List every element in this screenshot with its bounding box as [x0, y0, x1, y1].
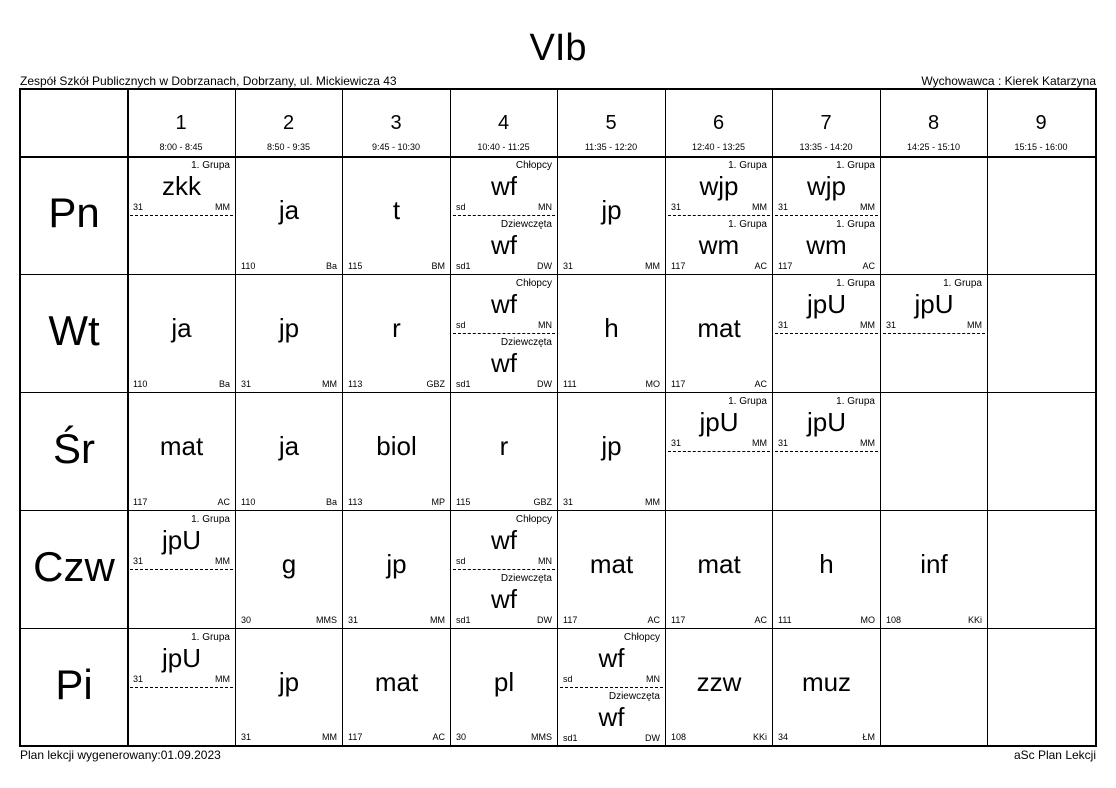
room-number: 117: [563, 615, 578, 625]
room-number: 31: [241, 732, 252, 742]
teacher-code: MM: [860, 320, 875, 330]
period-number: 3: [390, 112, 402, 134]
group-label: Chłopcy: [515, 160, 552, 171]
lesson-part: [451, 334, 557, 392]
lesson-cell: [558, 629, 665, 745]
room-number: 31: [671, 202, 682, 212]
teacher-code: MN: [538, 556, 552, 566]
teacher-code: AC: [647, 615, 660, 625]
group-label: Chłopcy: [515, 514, 552, 525]
lesson-cell: [773, 275, 880, 392]
lesson-cell: [666, 275, 772, 392]
subject-label: mat: [697, 549, 741, 579]
group-label: Dziewczęta: [608, 691, 660, 702]
lesson-cell: [451, 629, 557, 745]
teacher-code: MP: [431, 497, 445, 507]
lesson-cell: [236, 393, 342, 510]
group-label: 1. Grupa: [836, 278, 875, 289]
lesson-cell: [236, 629, 342, 745]
room-number: 31: [778, 438, 789, 448]
lesson-part: [558, 629, 665, 687]
subject-label: ja: [278, 431, 300, 461]
grid-column-line: [880, 90, 881, 745]
lesson-cell: [773, 393, 880, 510]
subject-label: wjp: [699, 171, 739, 201]
lesson-cell: [451, 511, 557, 628]
room-number: sd1: [456, 379, 471, 389]
teacher-code: MM: [322, 732, 337, 742]
subject-label: r: [392, 313, 401, 343]
period-header: [342, 90, 450, 156]
lesson-cell: [558, 511, 665, 628]
subject-label: biol: [376, 431, 417, 461]
room-number: 111: [778, 615, 792, 625]
teacher-code: GBZ: [533, 497, 552, 507]
lesson-part: [666, 157, 772, 215]
teacher-code: MO: [860, 615, 875, 625]
subject-label: jpU: [699, 407, 739, 437]
group-divider: [130, 215, 233, 216]
teacher-code: MM: [215, 202, 230, 212]
group-label: 1. Grupa: [191, 160, 230, 171]
lesson-cell: [773, 157, 880, 274]
teacher-code: GBZ: [426, 379, 445, 389]
room-number: 115: [348, 261, 363, 271]
group-divider: [775, 451, 878, 452]
subject-label: g: [281, 549, 297, 579]
room-number: 117: [671, 615, 686, 625]
lesson-cell: [881, 511, 987, 628]
lesson-cell: [666, 511, 772, 628]
room-number: sd1: [456, 261, 471, 271]
group-label: Chłopcy: [515, 278, 552, 289]
lesson-cell: [236, 511, 342, 628]
room-number: 111: [563, 379, 577, 389]
room-number: sd: [456, 320, 466, 330]
room-number: sd: [456, 556, 466, 566]
teacher-code: MM: [860, 438, 875, 448]
room-number: sd: [563, 674, 573, 684]
room-number: 34: [778, 732, 789, 742]
lesson-part: [773, 157, 880, 215]
room-number: 117: [133, 497, 148, 507]
subject-label: wf: [598, 643, 625, 673]
period-time: 13:35 - 14:20: [799, 142, 853, 152]
room-number: 117: [671, 379, 686, 389]
lesson-part: [451, 570, 557, 628]
group-divider: [130, 687, 233, 688]
period-time: 8:00 - 8:45: [159, 142, 203, 152]
lesson-part: [773, 275, 880, 333]
period-time: 12:40 - 13:25: [691, 142, 746, 152]
room-number: 110: [241, 261, 256, 271]
teacher-code: MM: [215, 556, 230, 566]
lesson-cell: [343, 393, 450, 510]
teacher-code: Ba: [325, 497, 337, 507]
teacher-code: MM: [645, 497, 660, 507]
subject-label: mat: [374, 667, 419, 697]
lesson-part: [451, 275, 557, 333]
teacher-code: MN: [646, 674, 660, 684]
group-label: Dziewczęta: [500, 219, 552, 230]
teacher-code: Ba: [218, 379, 230, 389]
teacher-code: DW: [537, 615, 552, 625]
lesson-cell: [128, 511, 235, 628]
teacher-code: DW: [537, 379, 552, 389]
group-label: Dziewczęta: [500, 573, 552, 584]
subject-label: jpU: [161, 525, 201, 555]
subject-label: muz: [801, 667, 852, 697]
teacher-code: MN: [538, 202, 552, 212]
period-time: 10:40 - 11:25: [477, 142, 530, 152]
period-time: 9:45 - 10:30: [371, 142, 421, 152]
lesson-cell: [451, 157, 557, 274]
class-title: VIb: [529, 27, 587, 69]
lesson-part: [128, 629, 235, 687]
lesson-cell: [666, 157, 772, 274]
room-number: 31: [778, 320, 789, 330]
group-label: 1. Grupa: [191, 514, 230, 525]
teacher-code: MM: [752, 202, 767, 212]
room-number: sd1: [563, 733, 578, 743]
period-header: [450, 90, 557, 156]
subject-label: wjp: [806, 171, 846, 201]
period-number: 6: [712, 112, 725, 134]
group-divider: [775, 333, 878, 334]
period-time: 11:35 - 12:20: [584, 142, 638, 152]
lesson-part: [666, 393, 772, 451]
lesson-part: [666, 216, 772, 274]
lesson-cell: [558, 157, 665, 274]
teacher-code: MM: [967, 320, 982, 330]
period-time: 15:15 - 16:00: [1014, 142, 1068, 152]
lesson-cell: [773, 511, 880, 628]
room-number: 31: [886, 320, 897, 330]
teacher-code: AC: [754, 615, 767, 625]
room-number: 31: [778, 202, 789, 212]
room-number: 117: [671, 261, 686, 271]
teacher-code: MMS: [531, 732, 552, 742]
room-number: 30: [241, 615, 252, 625]
room-number: sd: [456, 202, 466, 212]
group-label: Dziewczęta: [500, 337, 552, 348]
teacher-code: MN: [538, 320, 552, 330]
group-label: 1. Grupa: [943, 278, 982, 289]
lesson-cell: [343, 157, 450, 274]
room-number: 31: [133, 674, 144, 684]
lesson-part: [773, 393, 880, 451]
lesson-part: [558, 688, 665, 746]
subject-label: ja: [278, 195, 300, 225]
lesson-cell: [666, 629, 772, 745]
lesson-cell: [666, 393, 772, 510]
subject-label: wf: [491, 584, 517, 614]
teacher-code: ŁM: [862, 732, 875, 742]
room-number: 31: [133, 202, 144, 212]
lesson-cell: [451, 275, 557, 392]
room-number: 31: [348, 615, 359, 625]
timetable-grid: [19, 88, 1097, 747]
subject-label: jpU: [806, 289, 846, 319]
teacher-code: MM: [860, 202, 875, 212]
room-number: 31: [563, 497, 574, 507]
subject-label: wf: [491, 348, 517, 378]
room-number: 31: [133, 556, 144, 566]
teacher-code: AC: [217, 497, 230, 507]
lesson-cell: [558, 275, 665, 392]
group-divider: [668, 451, 770, 452]
room-number: 30: [456, 732, 467, 742]
subject-label: jp: [278, 667, 300, 697]
subject-label: jp: [278, 313, 300, 343]
subject-label: jp: [601, 431, 622, 461]
subject-label: jpU: [806, 407, 846, 437]
room-number: 108: [671, 732, 687, 742]
period-header: [880, 90, 987, 156]
room-number: 117: [778, 261, 793, 271]
grid-column-line: [987, 90, 988, 745]
period-header: [987, 90, 1095, 156]
group-label: 1. Grupa: [728, 396, 767, 407]
room-number: 31: [241, 379, 252, 389]
period-time: 14:25 - 15:10: [906, 142, 961, 152]
teacher-code: MM: [645, 261, 660, 271]
group-label: 1. Grupa: [836, 160, 875, 171]
period-number: 1: [175, 112, 187, 134]
teacher-code: Ba: [325, 261, 337, 271]
subject-label: wf: [598, 702, 625, 732]
group-label: 1. Grupa: [836, 396, 875, 407]
class-tutor: Wychowawca : Kierek Katarzyna: [921, 74, 1096, 88]
period-number: 2: [282, 112, 295, 134]
teacher-code: MO: [645, 379, 660, 389]
room-number: 108: [886, 615, 902, 625]
room-number: 110: [133, 379, 148, 389]
lesson-cell: [343, 275, 450, 392]
school-name: Zespół Szkół Publicznych w Dobrzanach, Dobrzany, ul. Mickiewicza 43: [20, 74, 397, 88]
day-label: Wt: [48, 307, 100, 354]
day-label: Pn: [48, 189, 100, 236]
generated-date: Plan lekcji wygenerowany:01.09.2023: [20, 748, 221, 762]
subject-label: ja: [171, 313, 192, 343]
subject-label: pl: [493, 667, 515, 697]
period-time: 8:50 - 9:35: [266, 142, 311, 152]
subject-label: jpU: [914, 289, 954, 319]
group-divider: [130, 569, 233, 570]
lesson-cell: [343, 629, 450, 745]
lesson-cell: [236, 157, 342, 274]
subject-label: wf: [491, 525, 517, 555]
period-number: 8: [927, 112, 940, 134]
teacher-code: MM: [322, 379, 337, 389]
day-label: Śr: [53, 425, 95, 472]
subject-label: wf: [491, 289, 517, 319]
teacher-code: AC: [432, 732, 445, 742]
lesson-cell: [558, 393, 665, 510]
period-header: [127, 90, 235, 156]
lesson-cell: [128, 629, 235, 745]
teacher-code: KKi: [752, 732, 767, 742]
period-number: 9: [1035, 112, 1047, 134]
lesson-cell: [773, 629, 880, 745]
room-number: sd1: [456, 615, 471, 625]
group-label: Chłopcy: [623, 632, 660, 643]
room-number: 31: [671, 438, 682, 448]
period-number: 5: [605, 112, 617, 134]
teacher-code: KKi: [967, 615, 982, 625]
lesson-cell: [128, 157, 235, 274]
period-header: [665, 90, 772, 156]
lesson-part: [773, 216, 880, 274]
teacher-code: MM: [215, 674, 230, 684]
period-number: 7: [820, 112, 832, 134]
group-label: 1. Grupa: [728, 160, 767, 171]
period-header: [557, 90, 665, 156]
subject-label: h: [819, 549, 834, 579]
lesson-cell: [128, 393, 235, 510]
period-number: 4: [497, 112, 510, 134]
lesson-part: [881, 275, 987, 333]
teacher-code: DW: [645, 733, 660, 743]
period-header: [235, 90, 342, 156]
lesson-part: [128, 511, 235, 569]
group-label: 1. Grupa: [836, 219, 875, 230]
teacher-code: MMS: [316, 615, 337, 625]
room-number: 31: [563, 261, 574, 271]
subject-label: wf: [491, 230, 517, 260]
subject-label: r: [499, 431, 509, 461]
lesson-cell: [236, 275, 342, 392]
lesson-cell: [881, 275, 987, 392]
lesson-cell: [343, 511, 450, 628]
teacher-code: DW: [537, 261, 552, 271]
lesson-part: [451, 157, 557, 215]
teacher-code: MM: [430, 615, 445, 625]
lesson-part: [451, 511, 557, 569]
teacher-code: MM: [752, 438, 767, 448]
subject-label: mat: [159, 431, 204, 461]
subject-label: zzw: [696, 667, 742, 697]
subject-label: wm: [806, 230, 847, 260]
teacher-code: AC: [754, 261, 767, 271]
group-divider: [883, 333, 985, 334]
group-label: 1. Grupa: [191, 632, 230, 643]
room-number: 115: [456, 497, 471, 507]
day-label: Czw: [33, 543, 115, 590]
lesson-part: [451, 216, 557, 274]
room-number: 110: [241, 497, 256, 507]
subject-label: h: [604, 313, 619, 343]
subject-label: jpU: [161, 643, 201, 673]
subject-label: mat: [697, 313, 741, 343]
subject-label: jp: [601, 195, 622, 225]
teacher-code: AC: [862, 261, 875, 271]
subject-label: zkk: [162, 171, 201, 201]
room-number: 113: [348, 497, 363, 507]
subject-label: wm: [698, 230, 740, 260]
teacher-code: AC: [754, 379, 767, 389]
subject-label: wf: [491, 171, 517, 201]
software-name: aSc Plan Lekcji: [1013, 748, 1096, 762]
day-label: Pi: [55, 661, 93, 708]
period-header: [772, 90, 880, 156]
lesson-cell: [128, 275, 235, 392]
lesson-cell: [451, 393, 557, 510]
group-label: 1. Grupa: [728, 219, 767, 230]
subject-label: inf: [920, 549, 948, 579]
room-number: 113: [348, 379, 363, 389]
subject-label: t: [392, 195, 401, 225]
room-number: 117: [348, 732, 363, 742]
subject-label: jp: [386, 549, 407, 579]
teacher-code: BM: [431, 261, 445, 271]
lesson-part: [128, 157, 235, 215]
subject-label: mat: [589, 549, 634, 579]
